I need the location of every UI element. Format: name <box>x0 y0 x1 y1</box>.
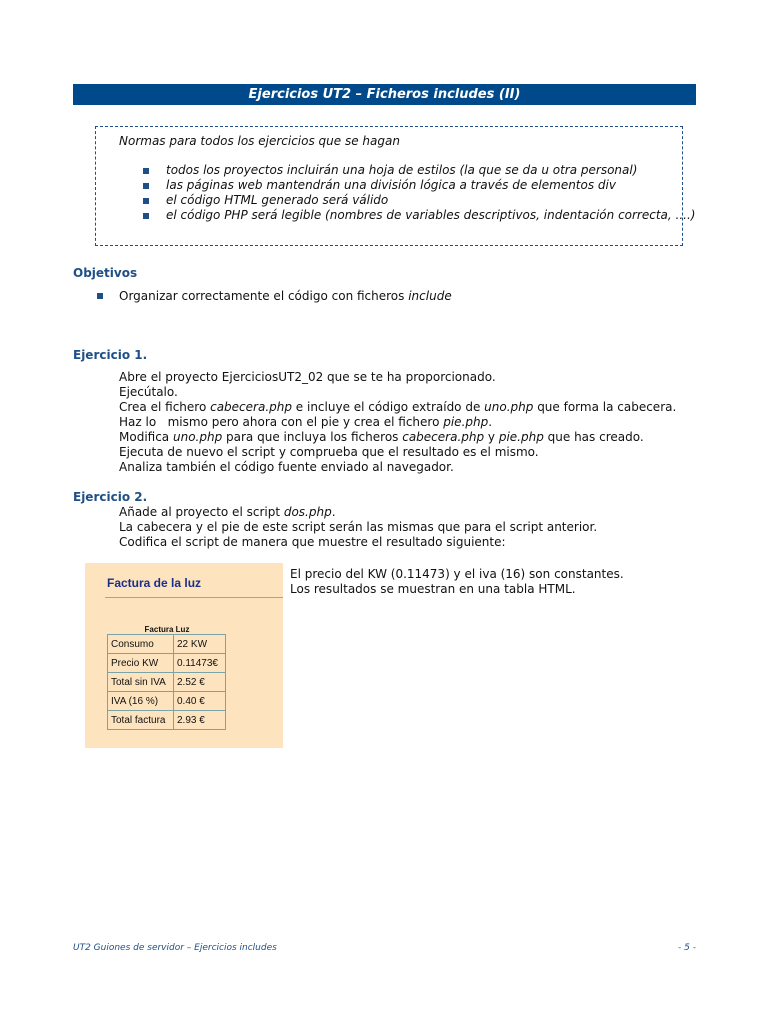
ex1-line: Haz lo mismo pero ahora con el pie y crea el fichero pie.php. <box>119 415 493 429</box>
objective-item: Organizar correctamente el código con ficheros include <box>97 289 452 303</box>
page-number: - 5 - <box>678 943 696 953</box>
invoice-table-caption: Factura Luz <box>144 625 190 634</box>
note-line: El precio del KW (0.11473) y el iva (16) son constantes. <box>290 567 624 581</box>
rules-list <box>141 163 695 223</box>
invoice-title: Factura de la luz <box>107 576 202 590</box>
square-bullet-icon <box>143 183 149 189</box>
invoice-notes <box>290 567 624 597</box>
table-row: Total sin IVA 2.52 € <box>108 673 226 692</box>
exercise-2-body <box>119 505 597 550</box>
square-bullet-icon <box>97 293 103 299</box>
invoice-screenshot <box>85 563 283 748</box>
rule-item: el código PHP será legible (nombres de variables descriptivos, indentación correcta, ....) <box>141 208 695 223</box>
note-line: Los resultados se muestran en una tabla HTML. <box>290 582 576 596</box>
rules-box <box>95 126 696 246</box>
table-row: Precio KW 0.11473€ <box>108 654 226 673</box>
ex1-line: Ejecuta de nuevo el script y comprueba que el resultado es el mismo. <box>119 445 539 459</box>
ex1-line: Crea el fichero cabecera.php e incluye el código extraído de uno.php que forma la cabecera. <box>119 400 677 414</box>
rule-item: las páginas web mantendrán una división lógica a través de elementos div <box>141 178 695 193</box>
ex1-line: Modifica uno.php para que incluya los ficheros cabecera.php y pie.php que has creado. <box>119 430 644 444</box>
footer-title: UT2 Guiones de servidor – Ejercicios includes <box>73 943 277 953</box>
exercise-1-heading: Ejercicio 1. <box>73 348 148 362</box>
table-row: IVA (16 %) 0.40 € <box>108 692 226 711</box>
ex2-line: La cabecera y el pie de este script serán las mismas que para el script anterior. <box>119 520 598 534</box>
rules-title: Normas para todos los ejercicios que se hagan <box>119 134 400 148</box>
exercise-1-body <box>119 370 676 475</box>
exercise-2-heading: Ejercicio 2. <box>73 490 148 504</box>
ex1-line: Abre el proyecto EjerciciosUT2_02 que se te ha proporcionado. <box>119 370 496 384</box>
objectives-heading: Objetivos <box>73 266 138 280</box>
ex2-line: Codifica el script de manera que muestre el resultado siguiente: <box>119 535 506 549</box>
ex1-line: Ejecútalo. <box>119 385 178 399</box>
page-title-banner: Ejercicios UT2 – Ficheros includes (II) <box>73 84 696 105</box>
table-row: Total factura 2.93 € <box>108 711 226 730</box>
table-row: Consumo 22 KW <box>108 635 226 654</box>
square-bullet-icon <box>143 213 149 219</box>
square-bullet-icon <box>143 198 149 204</box>
invoice-divider <box>105 597 283 598</box>
rule-item: el código HTML generado será válido <box>141 193 695 208</box>
invoice-table <box>107 634 226 730</box>
square-bullet-icon <box>143 168 149 174</box>
ex2-line: Añade al proyecto el script dos.php. <box>119 505 336 519</box>
ex1-line: Analiza también el código fuente enviado al navegador. <box>119 460 454 474</box>
rule-item: todos los proyectos incluirán una hoja de estilos (la que se da u otra personal) <box>141 163 695 178</box>
